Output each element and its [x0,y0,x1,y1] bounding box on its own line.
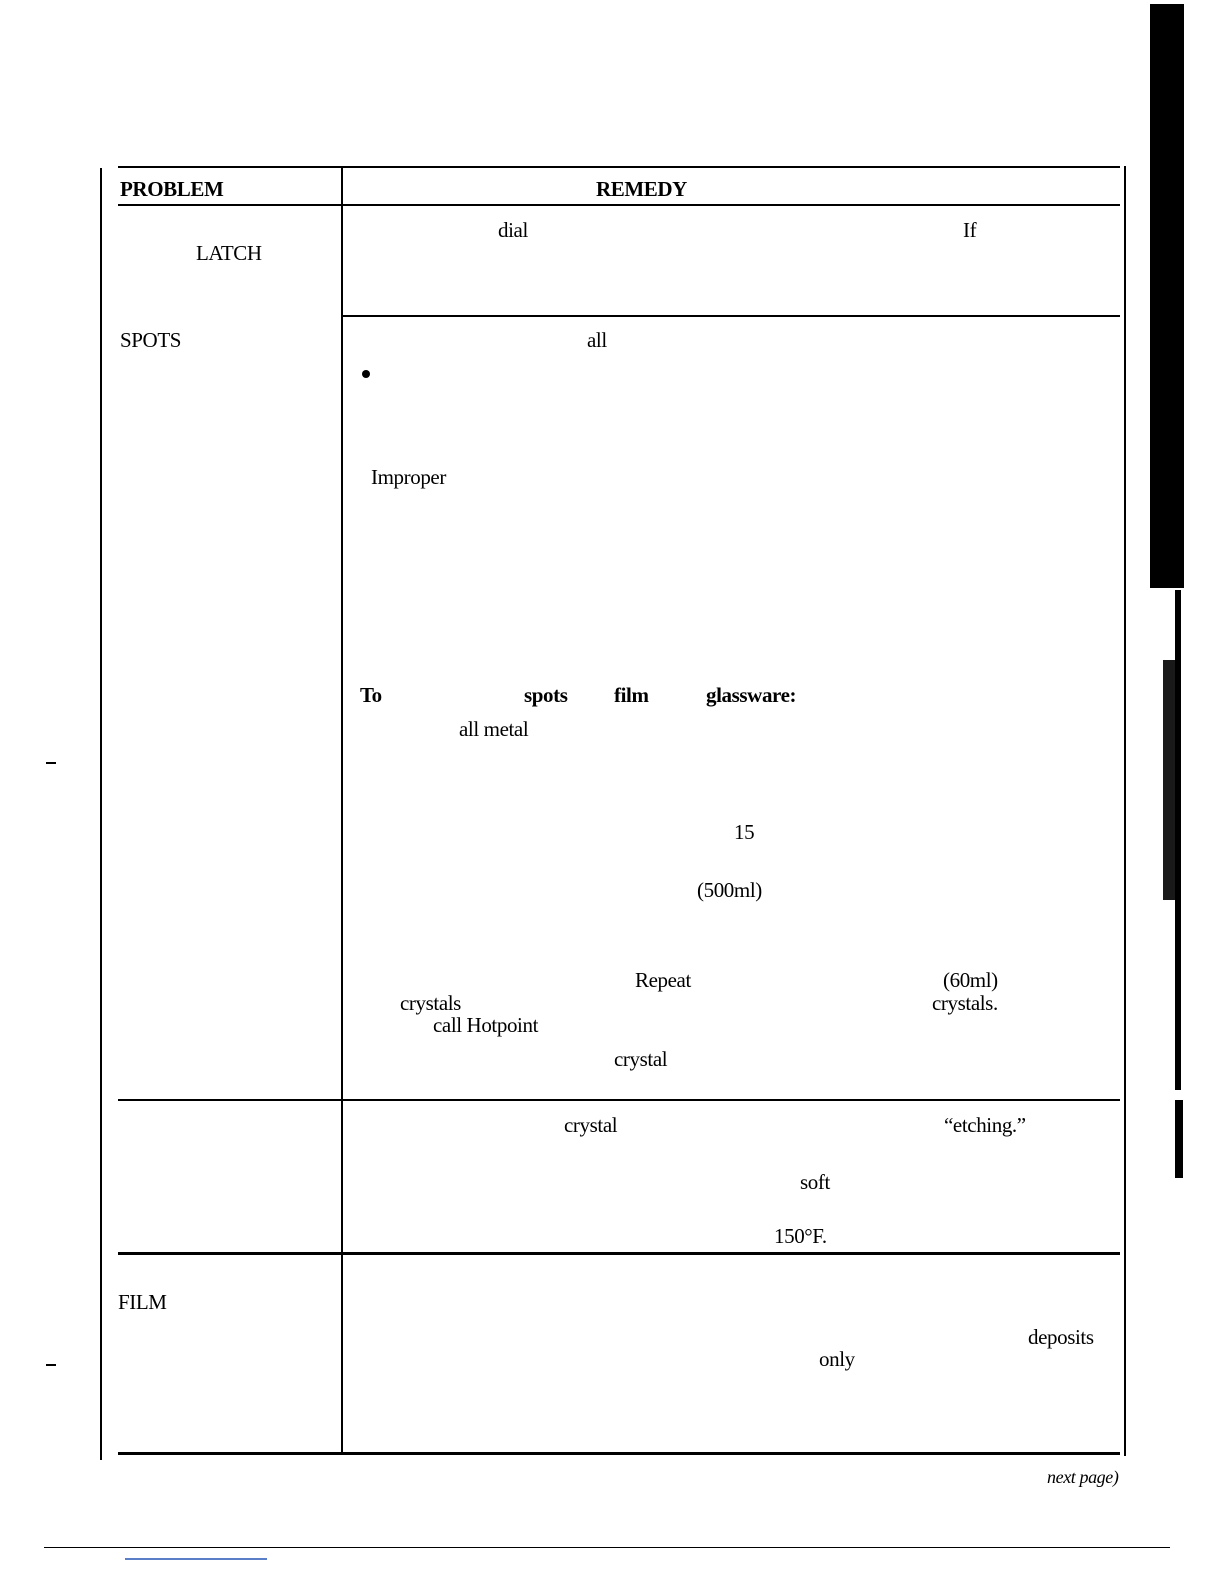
remedy-word: (60ml) [943,968,998,992]
problem-latch: LATCH [196,241,262,265]
remedy-heading-word: film [614,683,649,707]
row-divider-thick [118,1252,1120,1255]
problem-spots: SPOTS [120,328,182,352]
remedy-word: Repeat [635,968,691,992]
remedy-word: crystals. [932,991,998,1015]
remedy-heading-word: glassware: [706,683,797,707]
continued-note: next page) [1047,1467,1119,1487]
table-right-edge [1124,166,1126,1456]
remedy-word: call Hotpoint [433,1013,539,1037]
table-bottom-rule [118,1452,1120,1455]
row-divider [342,315,1120,317]
remedy-word: If [963,218,977,242]
table-header-rule [118,204,1120,206]
page-bottom-blue-rule [125,1558,267,1560]
page-bottom-rule [44,1547,1170,1548]
table-top-rule [118,166,1120,168]
remedy-heading-word: To [360,683,382,707]
bullet-icon [362,370,370,378]
margin-mark [46,1364,56,1366]
left-page-edge [100,168,102,1460]
problem-film: FILM [118,1290,167,1314]
remedy-heading-word: spots [524,683,568,707]
remedy-word: only [819,1347,855,1371]
remedy-word: (500ml) [697,878,762,902]
table-column-divider [341,168,343,1454]
row-divider [118,1099,1120,1101]
remedy-word: dial [498,218,528,242]
remedy-word: 15 [734,820,755,844]
remedy-word: all [587,328,607,352]
remedy-word: crystals [400,991,461,1015]
margin-mark [46,762,56,764]
margin-tab-bar [1150,4,1184,588]
remedy-word: Improper [371,465,446,489]
remedy-word: crystal [614,1047,668,1071]
remedy-word: deposits [1028,1325,1094,1349]
header-problem: PROBLEM [120,177,224,201]
margin-tab-bar-bottom [1175,1100,1183,1178]
header-remedy: REMEDY [596,177,687,201]
remedy-word: 150°F. [774,1224,827,1248]
margin-tab-bar-fragment [1163,660,1177,900]
remedy-word: all metal [459,717,529,741]
remedy-word: crystal [564,1113,618,1137]
remedy-word: soft [800,1170,830,1194]
remedy-word: “etching.” [944,1113,1026,1137]
